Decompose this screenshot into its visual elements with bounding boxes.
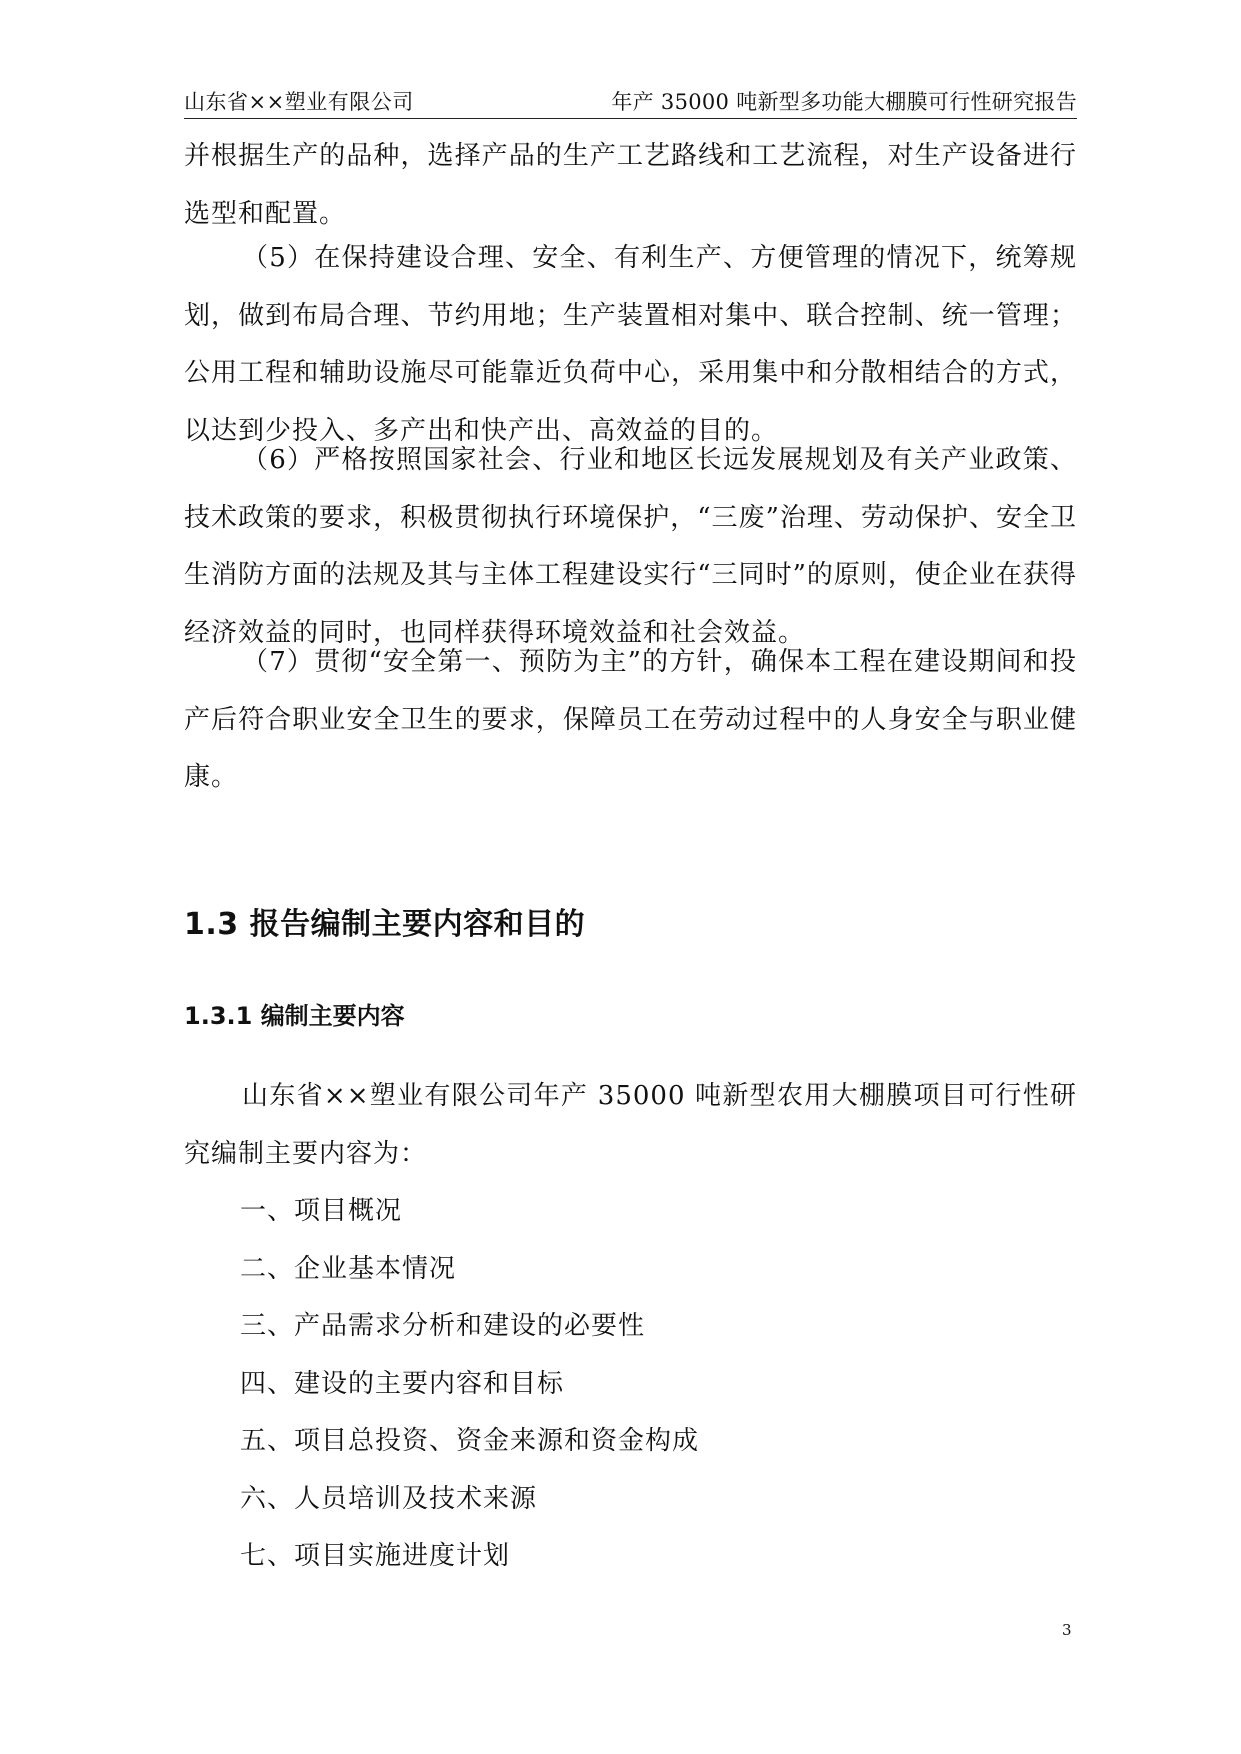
header-report-title: 年产 35000 吨新型多功能大棚膜可行性研究报告 — [611, 90, 1077, 114]
list-item: 七、项目实施进度计划 — [240, 1541, 511, 1571]
list-item: 二、企业基本情况 — [240, 1253, 457, 1284]
paragraph-item-5: （5）在保持建设合理、安全、有利生产、方便管理的情况下，统筹规划，做到布局合理、节约用地；生产装置相对集中、联合控制、统一管理；公用工程和辅助设施尽可能靠近负荷中心，采用集中和分散相结合的方式，以达到少投入、多产出和快产出、高效益的目的。 — [184, 243, 1077, 446]
list-item: 三、产品需求分析和建设的必要性 — [240, 1311, 646, 1341]
section-heading: 1.3 报告编制主要内容和目的 — [184, 907, 586, 942]
list-item: 一、项目概况 — [240, 1196, 403, 1226]
list-item: 六、人员培训及技术来源 — [240, 1483, 538, 1514]
page-header — [184, 82, 1077, 119]
list-item: 五、项目总投资、资金来源和资金构成 — [240, 1426, 700, 1456]
page-number: 3 — [1062, 1621, 1072, 1639]
header-company-name: 山东省××塑业有限公司 — [184, 90, 414, 114]
contents-list — [240, 1183, 699, 1586]
paragraph-item-6: （6）严格按照国家社会、行业和地区长远发展规划及有关产业政策、技术政策的要求，积极贯彻执行环境保护，“三废”治理、劳动保护、安全卫生消防方面的法规及其与主体工程建设实行“三同时”的原则，使企业在获得经济效益的同时，也同样获得环境效益和社会效益。 — [184, 445, 1077, 648]
paragraph-item-7: （7）贯彻“安全第一、预防为主”的方针，确保本工程在建设期间和投产后符合职业安全卫生的要求，保障员工在劳动过程中的人身安全与职业健康。 — [184, 647, 1077, 792]
list-item: 四、建设的主要内容和目标 — [240, 1368, 565, 1399]
subsection-heading: 1.3.1 编制主要内容 — [184, 1002, 405, 1030]
subsection-intro: 山东省××塑业有限公司年产 35000 吨新型农用大棚膜项目可行性研究编制主要内容为： — [184, 1081, 1077, 1169]
paragraph-continued: 并根据生产的品种，选择产品的生产工艺路线和工艺流程，对生产设备进行选型和配置。 — [184, 141, 1077, 229]
